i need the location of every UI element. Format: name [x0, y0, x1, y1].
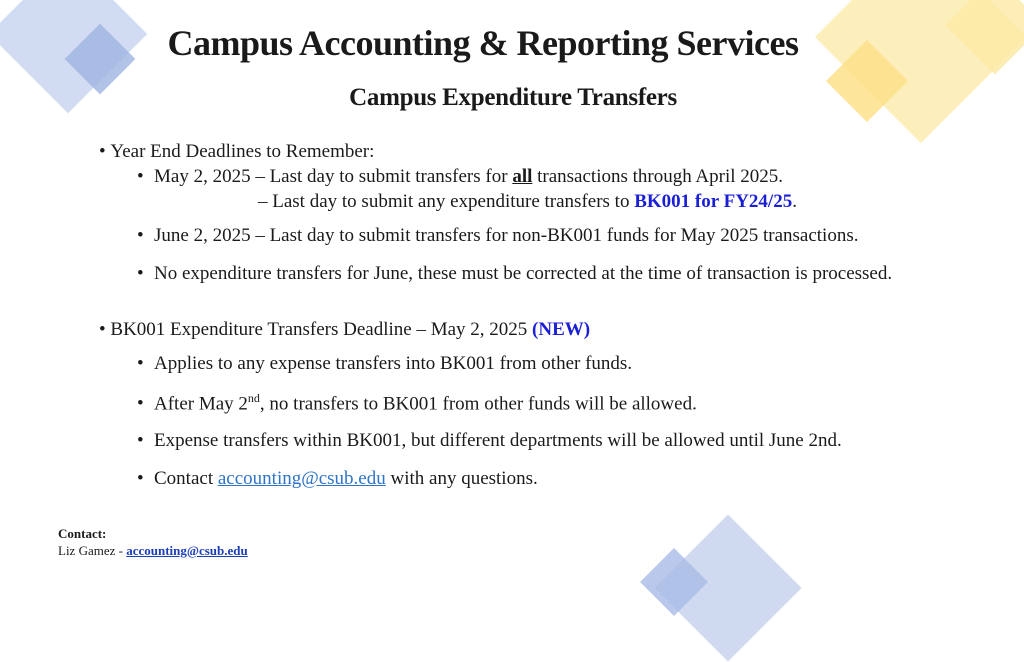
- list-item-text-suffix: with any questions.: [385, 468, 538, 489]
- section-heading-text: BK001 Expenditure Transfers Deadline – May 2, 2025: [110, 319, 533, 340]
- list-item-text-suffix: transactions through April 2025.: [532, 166, 784, 187]
- footer-contact-name: Liz Gamez -: [58, 543, 127, 558]
- section-heading-text: Year End Deadlines to Remember:: [110, 141, 375, 162]
- list-item-after-may2: • After May 2nd, no transfers to BK001 from other funds will be allowed.: [137, 391, 697, 415]
- list-item-text: Expense transfers within BK001, but different departments will be allowed until June 2nd.: [154, 430, 842, 451]
- new-tag: (NEW): [532, 319, 591, 340]
- list-item-text: May 2, 2025 – Last day to submit transfers for: [154, 166, 513, 187]
- list-item-text: June 2, 2025 – Last day to submit transfers for non-BK001 funds for May 2025 transactions.: [154, 225, 859, 246]
- section-heading-bk001: • BK001 Expenditure Transfers Deadline – May 2, 2025 (NEW): [99, 319, 591, 340]
- list-item-june2: • June 2, 2025 – Last day to submit transfers for non-BK001 funds for May 2025 transactions.: [137, 225, 859, 246]
- list-item-may2: • May 2, 2025 – Last day to submit transfers for all transactions through April 2025.: [137, 166, 784, 187]
- list-item-text: No expenditure transfers for June, these must be corrected at the time of transaction is processed.: [154, 263, 893, 284]
- section-heading-deadlines: • Year End Deadlines to Remember:: [99, 141, 375, 162]
- list-item-within-bk001: • Expense transfers within BK001, but different departments will be allowed until June 2nd.: [137, 430, 842, 451]
- list-item-no-june-transfers: • No expenditure transfers for June, these must be corrected at the time of transaction is processed.: [137, 263, 893, 284]
- page-title: Campus Accounting & Reporting Services: [167, 23, 799, 63]
- list-item-text: Applies to any expense transfers into BK001 from other funds.: [154, 353, 633, 374]
- page-subtitle: Campus Expenditure Transfers: [349, 84, 677, 111]
- footer-contact-line: [58, 543, 248, 559]
- list-item-text: After May 2: [154, 393, 248, 415]
- continuation-text: – Last day to submit any expenditure transfers to: [258, 191, 635, 212]
- list-item-text-suffix: , no transfers to BK001 from other funds will be allowed.: [259, 393, 697, 415]
- list-item-may2-continuation: [258, 191, 797, 213]
- superscript-nd: nd: [247, 391, 260, 405]
- list-item-text: Contact: [154, 468, 218, 489]
- email-link[interactable]: accounting@csub.edu: [217, 468, 386, 489]
- highlight-bk001-fy: BK001 for FY24/25: [634, 191, 793, 212]
- continuation-suffix: .: [792, 191, 797, 212]
- emphasis-all: all: [512, 166, 533, 187]
- footer-email-link[interactable]: accounting@csub.edu: [126, 543, 248, 558]
- footer-contact-label: Contact:: [58, 526, 107, 541]
- list-item-contact: • Contact accounting@csub.edu with any questions.: [137, 468, 538, 489]
- list-item-applies: • Applies to any expense transfers into BK001 from other funds.: [137, 353, 633, 374]
